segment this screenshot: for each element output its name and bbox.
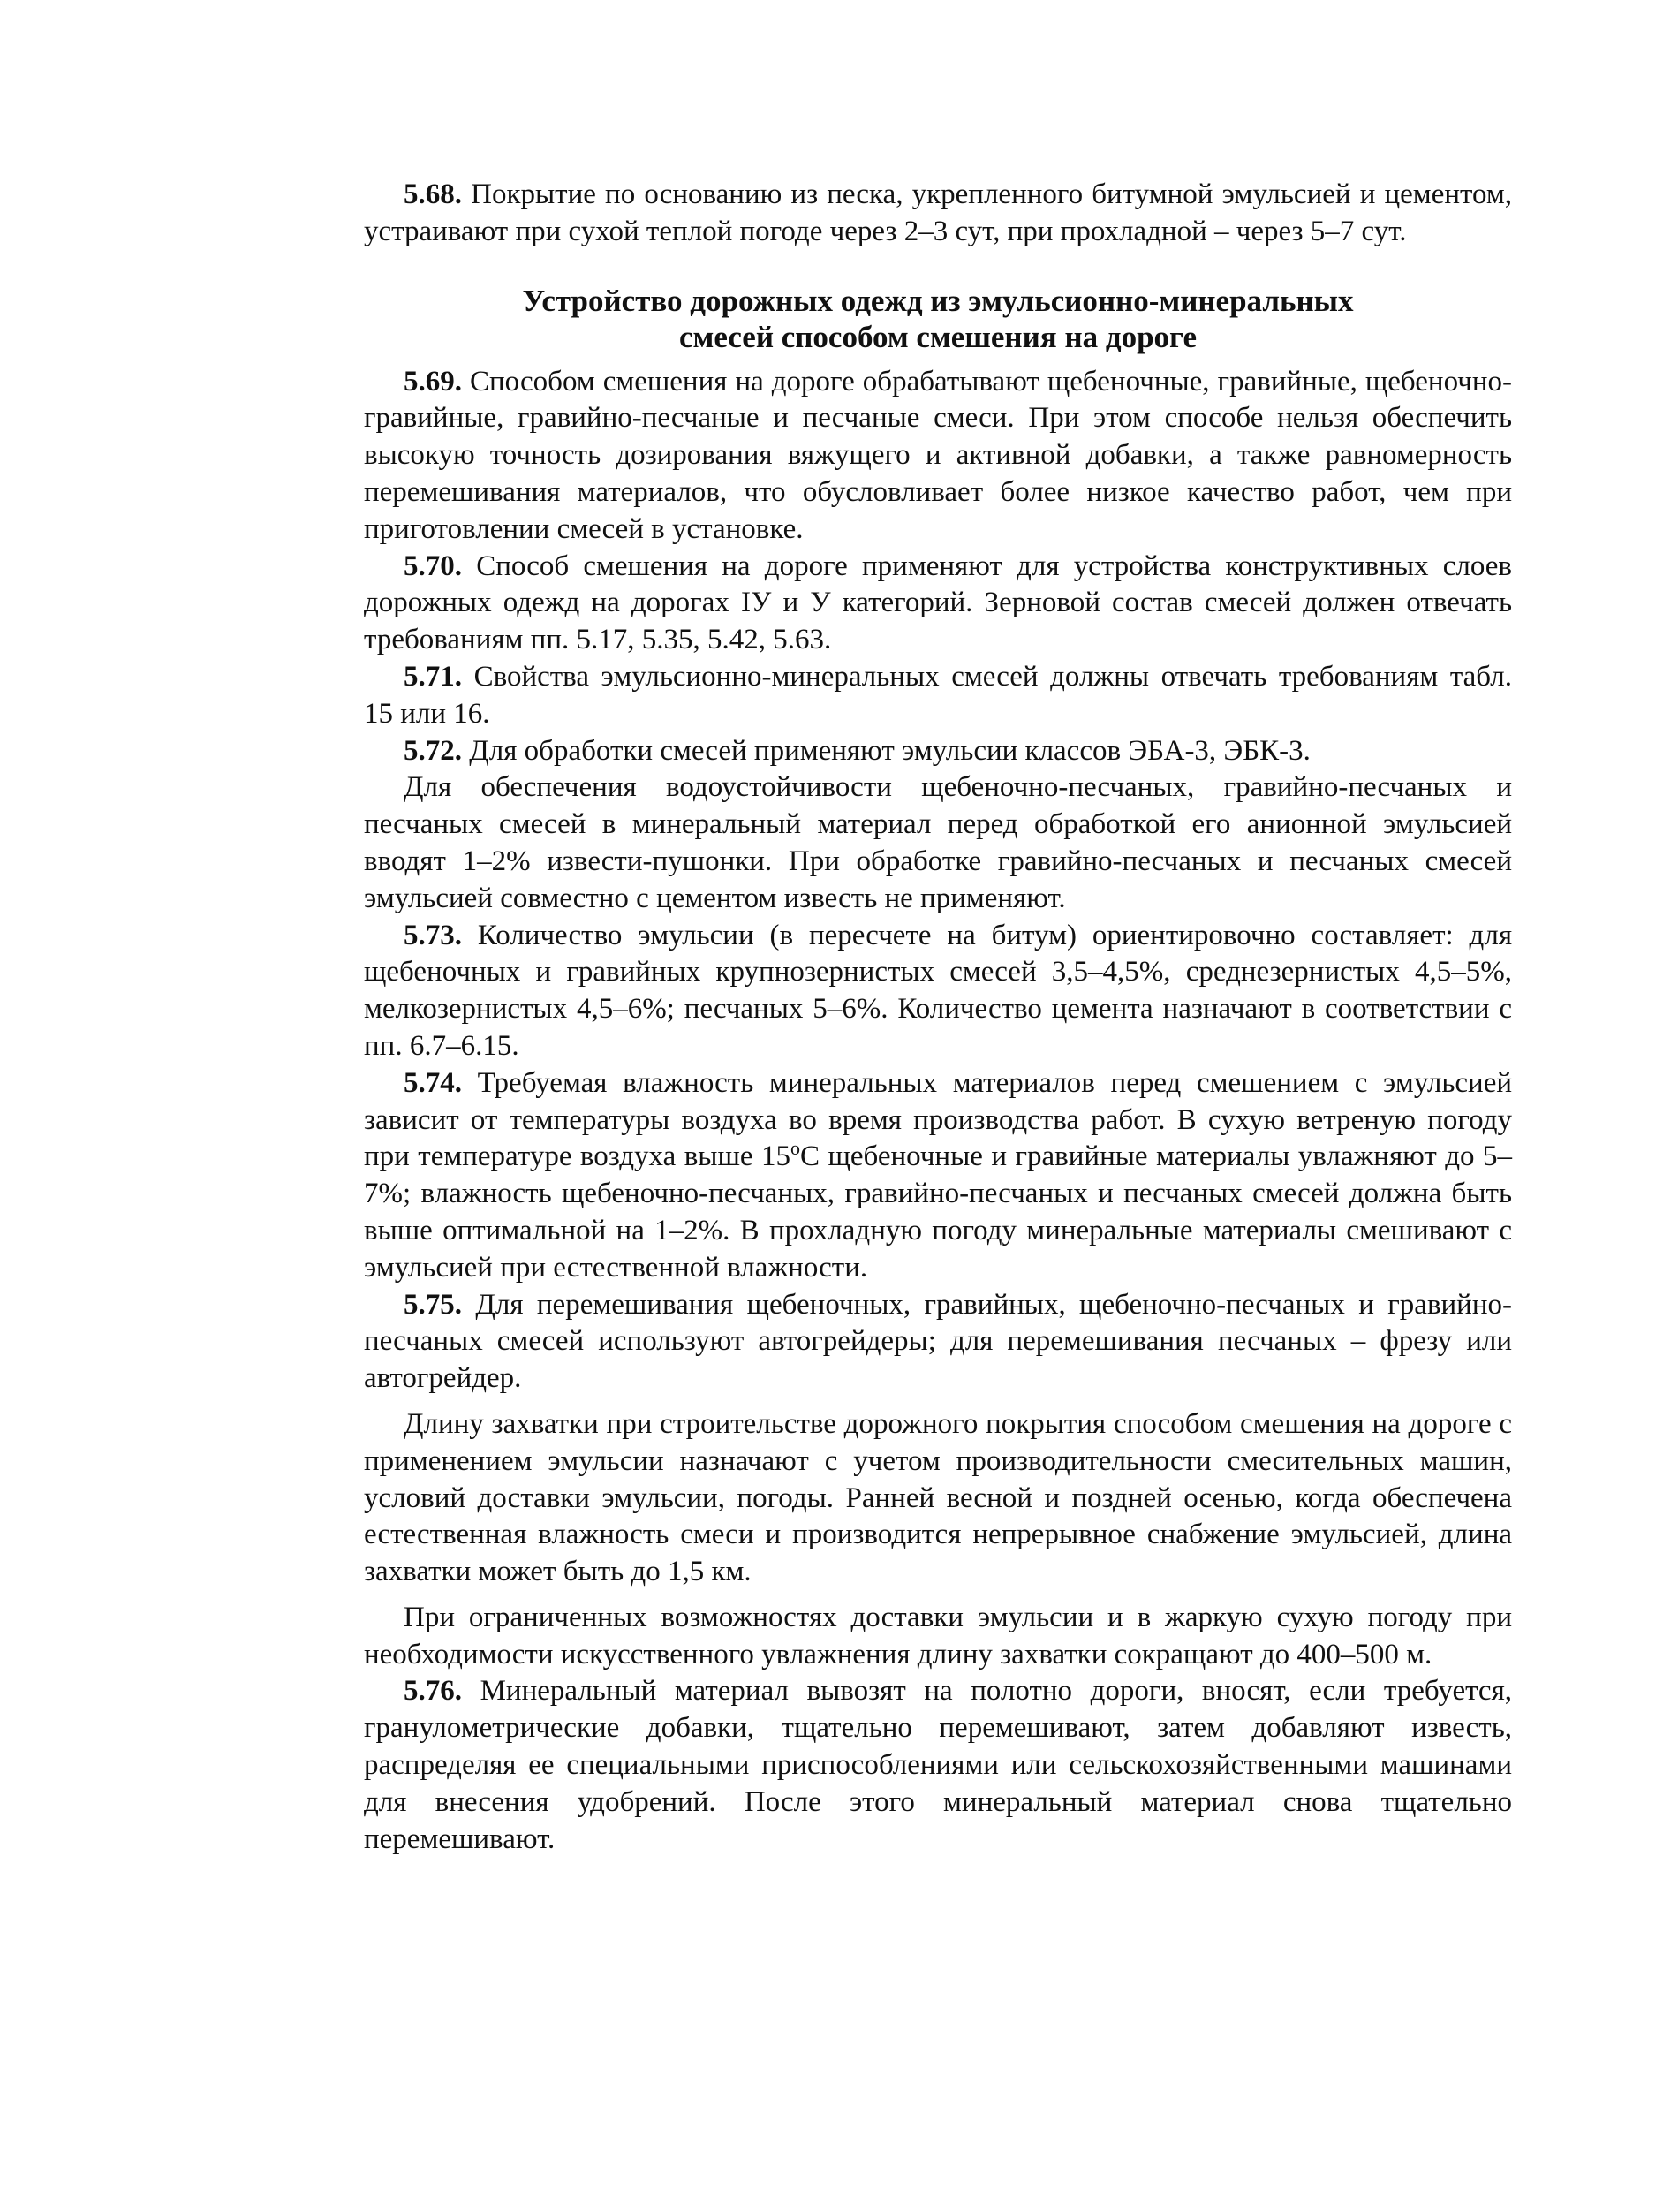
section-heading-line-1: Устройство дорожных одежд из эмульсионно-минеральных <box>522 283 1354 318</box>
paragraph-gap <box>364 1398 1512 1406</box>
paragraph-5-70 <box>364 549 1512 659</box>
paragraph-text: Для обработки смесей применяют эмульсии классов ЭБА-3, ЭБК-3. <box>462 734 1311 767</box>
paragraph-5-68 <box>364 177 1512 251</box>
clause-number: 5.68. <box>404 178 462 210</box>
paragraph-text: Количество эмульсии (в пересчете на битум) ориентировочно составляет: для щебеночных и гравийных крупнозернистых смесей 3,5–4,5%, среднезернистых 4,5–5%, мелкозернистых 4,5–6%; песчаных 5–6%. Количество цемента назначают в соответствии с пп. 6.7–6.15. <box>364 919 1512 1062</box>
clause-number: 5.69. <box>404 365 462 398</box>
paragraph-gap <box>364 1591 1512 1600</box>
paragraph-5-71 <box>364 659 1512 733</box>
clause-number: 5.76. <box>404 1675 462 1708</box>
paragraph-text: С щебеночные и гравийные материалы увлажняют до 5–7%; влажность щебеночно-песчаных, гравийно-песчаных и песчаных смесей должна быть выше оптимальной на 1–2%. В прохладную погоду минеральные материалы смешивают с эмульсией при естественной влажности. <box>364 1140 1512 1284</box>
paragraph-5-75 <box>364 1287 1512 1398</box>
paragraph-text: При ограниченных возможностях доставки эмульсии и в жаркую сухую погоду при необходимости искусственного увлажнения длину захватки сокращают до 400–500 м. <box>364 1601 1512 1670</box>
paragraph-text: Минеральный материал вывозят на полотно дороги, вносят, если требуется, гранулометрические добавки, тщательно перемешивают, затем добавляют известь, распределяя ее специальными приспособлениями или сельскохозяйственными машинами для внесения удобрений. После этого минеральный материал снова тщательно перемешивают. <box>364 1675 1512 1855</box>
paragraph-text: Длину захватки при строительстве дорожного покрытия способом смешения на дороге с применением эмульсии назначают с учетом производительности смесительных машин, условий доставки эмульсии, погоды. Ранней весной и поздней осенью, когда обеспечена естественная влажность смеси и производится непрерывное снабжение эмульсией, длина захватки может быть до 1,5 км. <box>364 1407 1512 1588</box>
degree-sign: о <box>790 1137 800 1160</box>
clause-number: 5.73. <box>404 919 462 951</box>
paragraph-text: Способом смешения на дороге обрабатывают щебеночные, гравийные, щебеночно-гравийные, гравийно-песчаные и песчаные смеси. При этом способе нельзя обеспечить высокую точность дозирования вяжущего и активной добавки, а также равномерность перемешивания материалов, что обусловливает более низкое качество работ, чем при приготовлении смесей в установке. <box>364 365 1512 545</box>
paragraph-5-73 <box>364 918 1512 1065</box>
paragraph-5-76 <box>364 1673 1512 1858</box>
paragraph-text: Способ смешения на дороге применяют для устройства конструктивных слоев дорожных одежд на дорогах IУ и У категорий. Зерновой состав смесей должен отвечать требованиям пп. 5.17, 5.35, 5.42, 5.63. <box>364 549 1512 656</box>
clause-number: 5.70. <box>404 549 462 582</box>
paragraph-text: Для обеспечения водоустойчивости щебеночно-песчаных, гравийно-песчаных и песчаных смесей в минеральный материал перед обработкой его анионной эмульсией вводят 1–2% извести-пушонки. При обработке гравийно-песчаных и песчаных смесей эмульсией совместно с цементом известь не применяют. <box>364 771 1512 914</box>
paragraph-5-75-continued <box>364 1406 1512 1591</box>
clause-number: 5.71. <box>404 660 462 693</box>
paragraph-5-74 <box>364 1065 1512 1287</box>
paragraph-5-69 <box>364 364 1512 549</box>
document-page <box>364 177 1512 1858</box>
clause-number: 5.72. <box>404 734 462 767</box>
paragraph-5-72 <box>364 733 1512 770</box>
paragraph-text: Покрытие по основанию из песка, укрепленного битумной эмульсией и цементом, устраивают при сухой теплой погоде через 2–3 сут, при прохладной – через 5–7 сут. <box>364 178 1512 247</box>
paragraph-text: Требуемая влажность минеральных материалов перед смешением с эмульсией зависит от температуры воздуха во время производства работ. В сухую ветреную погоду при температуре воздуха выше 15 <box>364 1066 1512 1173</box>
section-heading <box>364 283 1512 355</box>
clause-number: 5.74. <box>404 1066 462 1099</box>
section-heading-line-2: смесей способом смешения на дороге <box>678 319 1197 354</box>
paragraph-text: Свойства эмульсионно-минеральных смесей должны отвечать требованиям табл. 15 или 16. <box>364 660 1512 730</box>
paragraph-text: Для перемешивания щебеночных, гравийных, щебеночно-песчаных и гравийно-песчаных смесей используют автогрейдеры; для перемешивания песчаных – фрезу или автогрейдер. <box>364 1288 1512 1395</box>
paragraph-5-75-continued-2 <box>364 1600 1512 1674</box>
paragraph-5-72-continued <box>364 769 1512 917</box>
clause-number: 5.75. <box>404 1288 462 1321</box>
